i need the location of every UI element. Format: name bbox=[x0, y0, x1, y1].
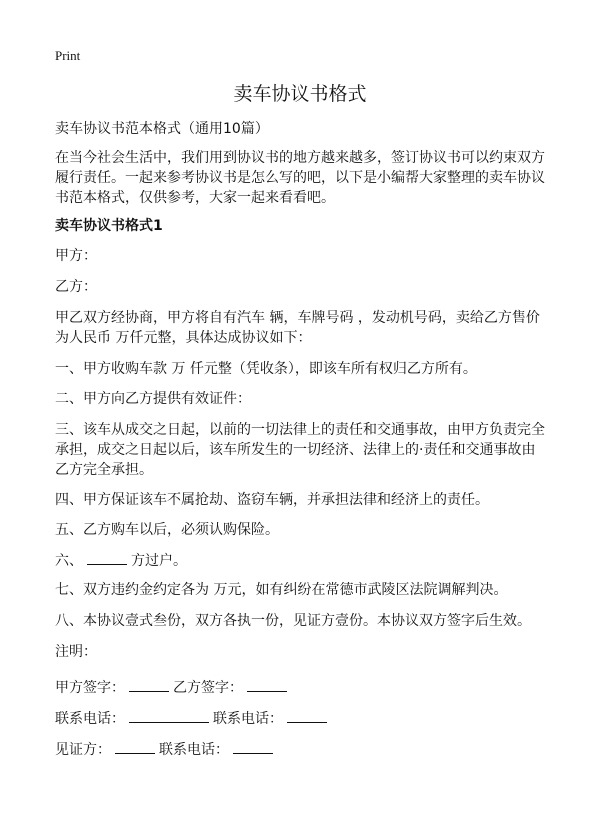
phone-row bbox=[55, 708, 547, 729]
clause-6-suffix: 方过户。 bbox=[131, 553, 187, 569]
witness-phone-blank bbox=[233, 739, 273, 754]
subtitle: 卖车协议书范本格式（通用10篇） bbox=[55, 121, 269, 137]
clause-6-prefix: 六、 bbox=[55, 553, 83, 569]
intro-paragraph: 在当今社会生活中，我们用到协议书的地方越来越多，签订协议书可以约束双方履行责任。一起来参考协议书是怎么写的吧，以下是小编帮大家整理的卖车协议书范本格式，仅供参考，大家一起来看看吧。 bbox=[55, 150, 545, 206]
party-b-sign-blank bbox=[247, 677, 287, 692]
clause-8: 八、本协议壹式叁份，双方各执一份，见证方壹份。本协议双方签字后生效。 bbox=[55, 613, 531, 629]
party-a-phone-label: 联系电话： bbox=[55, 711, 125, 727]
preamble-paragraph: 甲乙双方经协商，甲方将自有汽车 辆，车牌号码 ，发动机号码，卖给乙方售价为人民币 万仟元整，具体达成协议如下： bbox=[55, 310, 540, 346]
party-b-phone-label: 联系电话： bbox=[213, 711, 283, 727]
clause-4: 四、甲方保证该车不属抢劫、盗窃车辆，并承担法律和经济上的责任。 bbox=[55, 492, 489, 508]
witness-row bbox=[55, 739, 547, 760]
clause-6 bbox=[55, 550, 547, 571]
signature-row bbox=[55, 677, 547, 698]
clause-2: 二、甲方向乙方提供有效证件： bbox=[55, 391, 251, 407]
witness-blank bbox=[115, 739, 155, 754]
print-link[interactable]: Print bbox=[55, 48, 81, 63]
clause-5: 五、乙方购车以后，必须认购保险。 bbox=[55, 522, 279, 538]
party-a-sign-blank bbox=[129, 677, 169, 692]
party-b-sign-label: 乙方签字： bbox=[173, 680, 243, 696]
party-b-phone-blank bbox=[287, 708, 327, 723]
blank-line bbox=[87, 550, 127, 565]
clause-1: 一、甲方收购车款 万 仟元整（凭收条），即该车所有权归乙方所有。 bbox=[55, 361, 477, 377]
clause-3: 三、该车从成交之日起，以前的一切法律上的责任和交通事故，由甲方负责完全承担，成交之日起以后，该车所发生的一切经济、法律上的·责任和交通事故由乙方完全承担。 bbox=[55, 422, 545, 478]
party-a-phone-blank bbox=[129, 708, 209, 723]
party-b-label: 乙方： bbox=[55, 279, 97, 295]
section-heading: 卖车协议书格式1 bbox=[55, 218, 163, 234]
note-label: 注明： bbox=[55, 644, 97, 660]
party-a-label: 甲方： bbox=[55, 248, 97, 264]
clause-7: 七、双方违约金约定各为 万元，如有纠纷在常德市武陵区法院调解判决。 bbox=[55, 582, 508, 598]
witness-phone-label: 联系电话： bbox=[159, 742, 229, 758]
page-title: 卖车协议书格式 bbox=[233, 83, 367, 105]
witness-label: 见证方： bbox=[55, 742, 111, 758]
party-a-sign-label: 甲方签字： bbox=[55, 680, 125, 696]
